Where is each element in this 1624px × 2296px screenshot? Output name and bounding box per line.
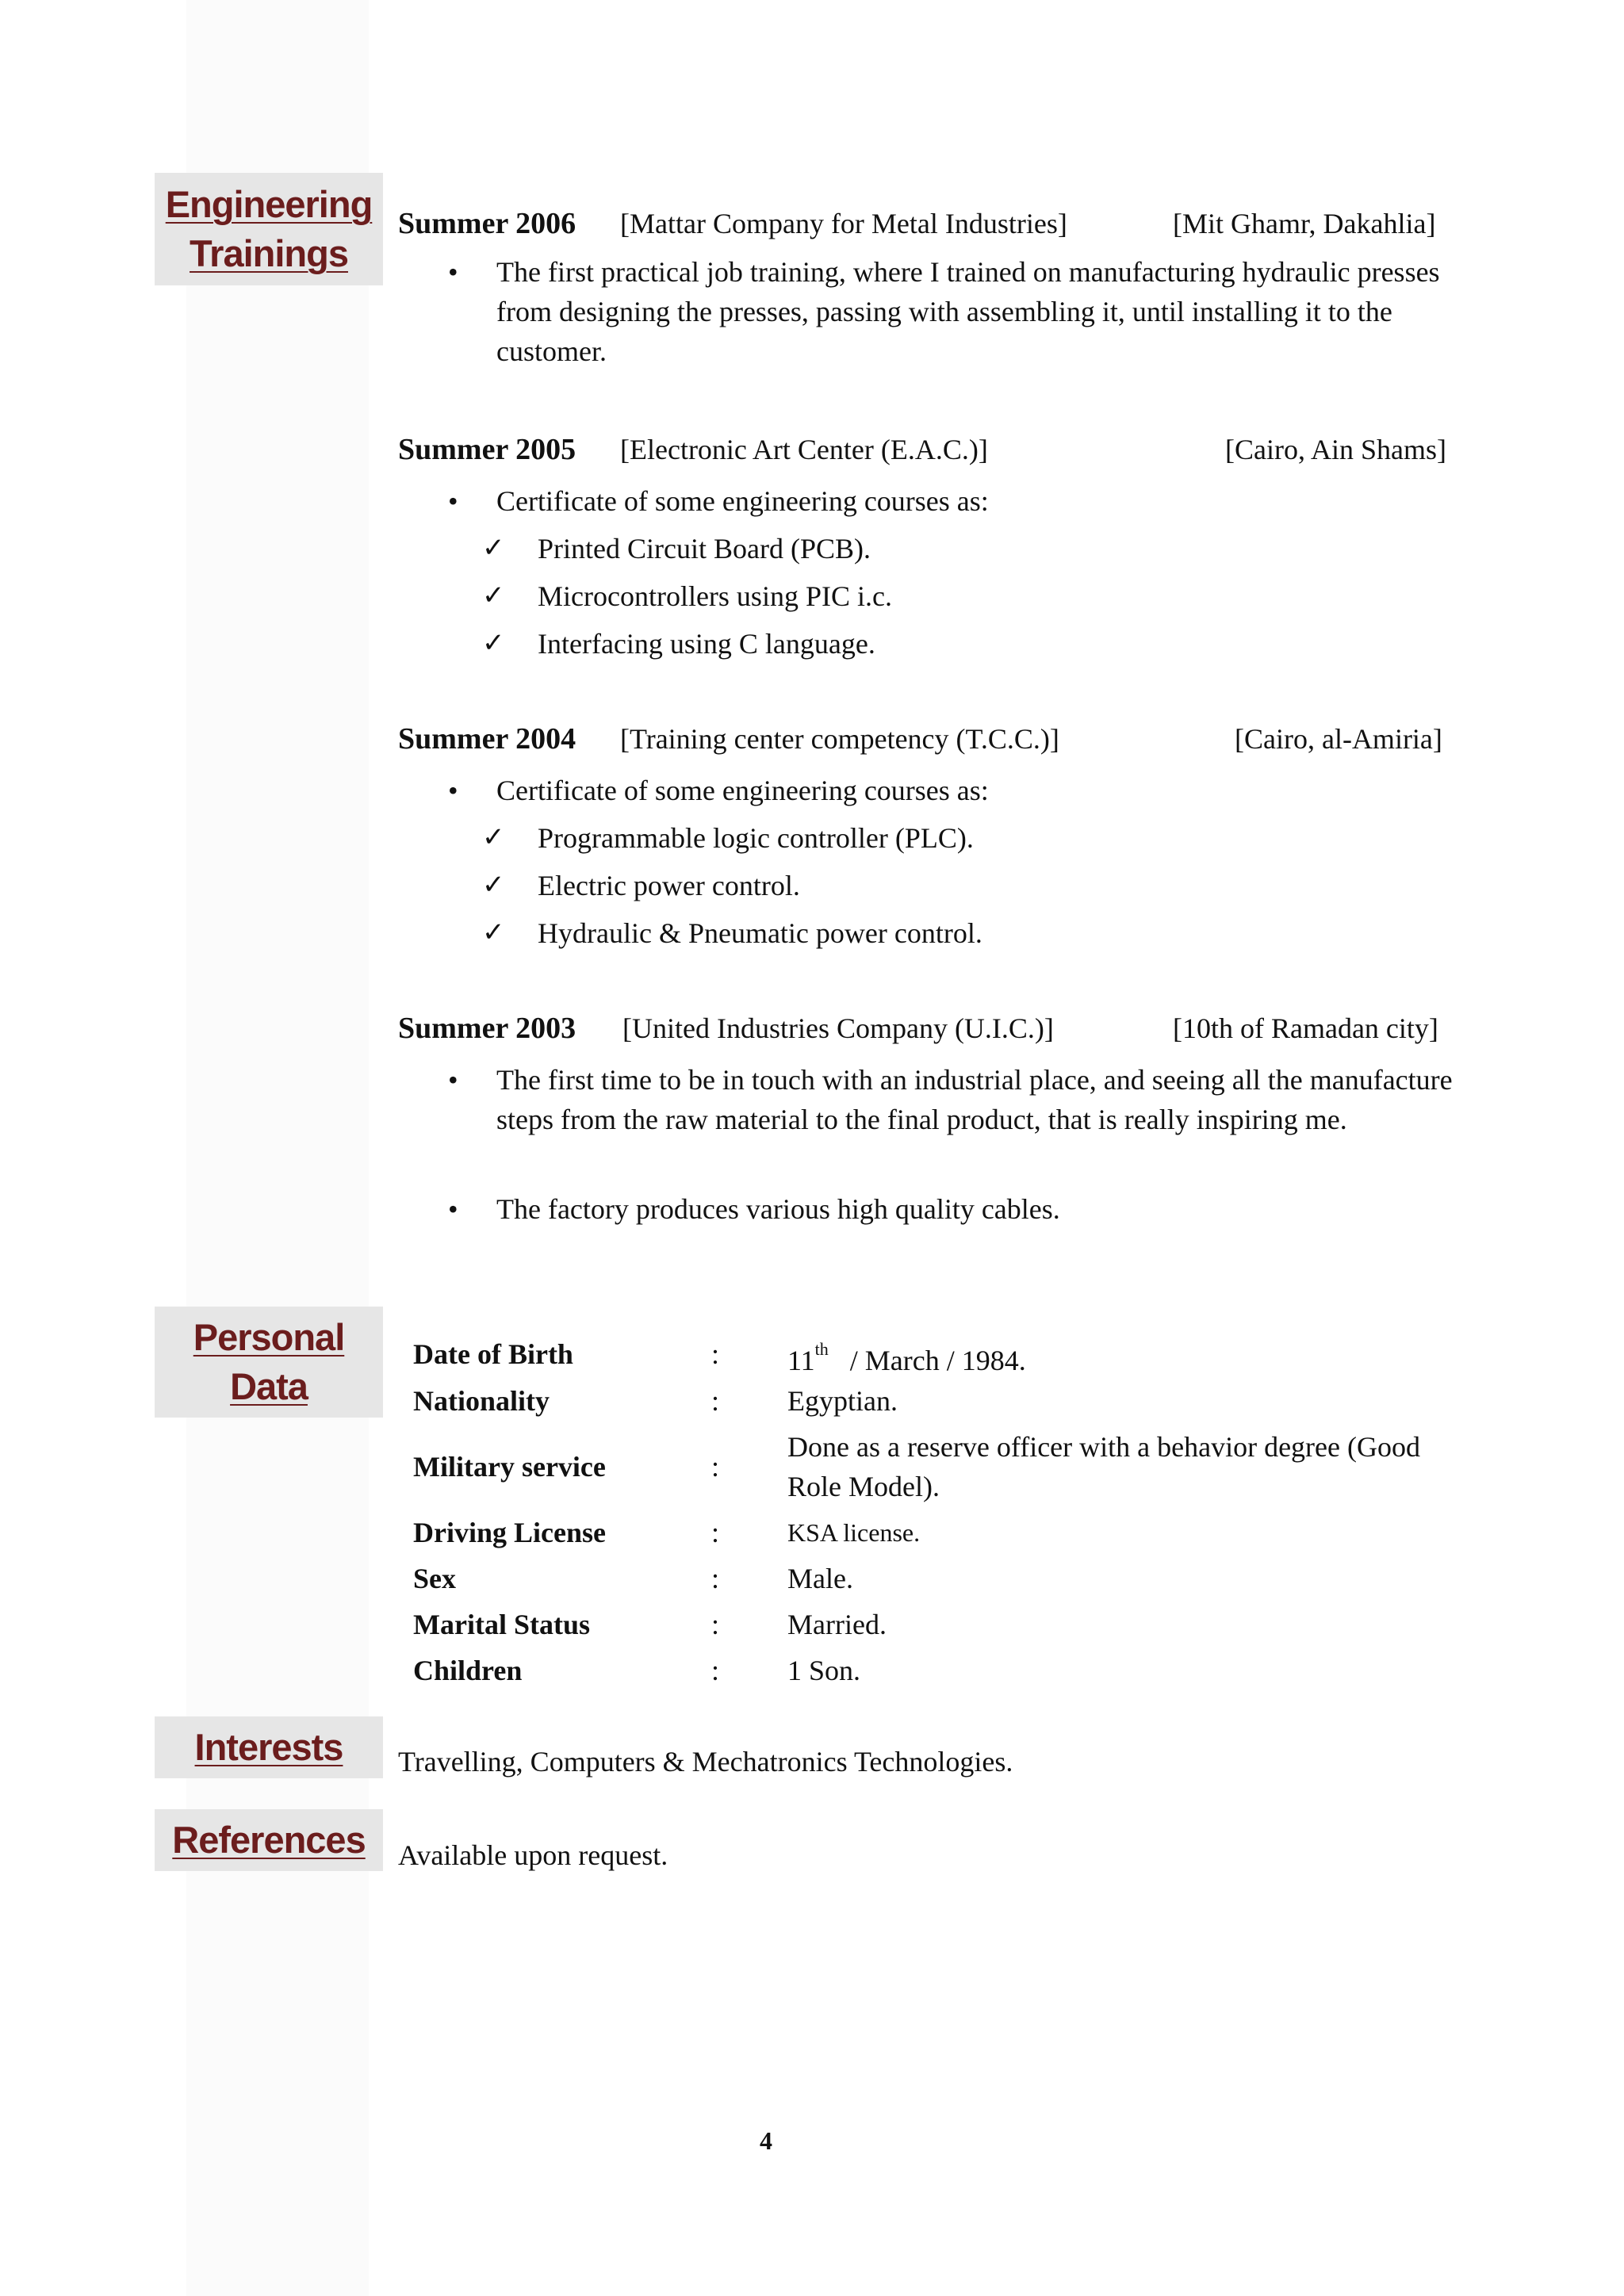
personal-colon: : (711, 1655, 720, 1686)
training-company: [Training center competency (T.C.C.)] (620, 723, 1059, 755)
section-header-trainings (155, 173, 383, 285)
bullet-icon: • (448, 775, 458, 806)
training-course: Microcontrollers using PIC i.c. (538, 580, 892, 612)
personal-label: Nationality (413, 1385, 550, 1417)
training-bullet: The factory produces various high quality cables. (496, 1193, 1060, 1225)
personal-colon: : (711, 1451, 720, 1483)
checkmark-icon: ✓ (482, 918, 505, 947)
training-course: Electric power control. (538, 870, 800, 901)
bullet-icon: • (448, 1193, 458, 1225)
checkmark-icon: ✓ (482, 823, 505, 852)
page-number: 4 (760, 2126, 772, 2155)
training-year: Summer 2005 (398, 433, 576, 466)
training-location: [Mit Ghamr, Dakahlia] (1173, 208, 1436, 239)
interests-text: Travelling, Computers & Mechatronics Technologies. (398, 1746, 1013, 1777)
personal-value-birth: 11th / March / 1984. (787, 1339, 1026, 1376)
personal-colon: : (711, 1609, 720, 1640)
training-company: [Mattar Company for Metal Industries] (620, 208, 1067, 239)
personal-label: Sex (413, 1563, 456, 1594)
section-title: References (172, 1819, 366, 1861)
training-location: [Cairo, Ain Shams] (1225, 434, 1446, 465)
training-entry-header (398, 430, 1461, 469)
training-bullet: The first practical job training, where I trained on manufacturing hydraulic presses from designing the presses, passing with assembling it, until installing it to the customer. (496, 256, 1440, 367)
training-entry-header (398, 720, 1461, 758)
training-course: Hydraulic & Pneumatic power control. (538, 917, 982, 949)
training-year: Summer 2003 (398, 1012, 576, 1045)
personal-label: Date of Birth (413, 1338, 573, 1370)
bullet-icon: • (448, 1064, 458, 1096)
training-course: Printed Circuit Board (PCB). (538, 533, 871, 564)
training-company: [United Industries Company (U.I.C.)] (622, 1012, 1054, 1044)
training-course: Interfacing using C language. (538, 628, 875, 660)
section-title-line1: Engineering (165, 183, 373, 225)
personal-value: Done as a reserve officer with a behavior degree (Good Role Model). (787, 1431, 1420, 1502)
training-entry-header (398, 1009, 1461, 1047)
checkmark-icon: ✓ (482, 871, 505, 900)
personal-label: Driving License (413, 1517, 606, 1548)
section-title-line2: Trainings (190, 232, 348, 274)
section-header-personal (155, 1307, 383, 1418)
training-location: [10th of Ramadan city] (1173, 1012, 1438, 1044)
checkmark-icon: ✓ (482, 629, 505, 658)
training-year: Summer 2004 (398, 722, 576, 756)
checkmark-icon: ✓ (482, 534, 505, 563)
personal-colon: : (711, 1517, 720, 1548)
bullet-icon: • (448, 256, 458, 288)
checkmark-icon: ✓ (482, 581, 505, 610)
personal-value: Married. (787, 1609, 887, 1640)
training-year: Summer 2006 (398, 207, 576, 240)
section-title-line2: Data (230, 1365, 308, 1407)
personal-value: Male. (787, 1563, 853, 1594)
training-bullet: Certificate of some engineering courses as: (496, 485, 989, 517)
personal-label: Children (413, 1655, 523, 1686)
section-header-interests (155, 1716, 383, 1778)
personal-value: KSA license. (787, 1518, 921, 1547)
training-bullet: Certificate of some engineering courses as: (496, 775, 989, 806)
personal-value: 1 Son. (787, 1655, 861, 1686)
training-course: Programmable logic controller (PLC). (538, 822, 974, 854)
section-title: Interests (194, 1726, 343, 1768)
training-location: [Cairo, al-Amiria] (1235, 723, 1442, 755)
personal-label: Military service (413, 1451, 606, 1483)
training-company: [Electronic Art Center (E.A.C.)] (620, 434, 988, 465)
personal-label: Marital Status (413, 1609, 590, 1640)
personal-value: Egyptian. (787, 1385, 898, 1417)
section-title-line1: Personal (193, 1316, 345, 1358)
bullet-icon: • (448, 485, 458, 517)
training-entry-header (398, 205, 1461, 243)
personal-colon: : (711, 1338, 720, 1370)
section-header-references (155, 1809, 383, 1871)
page-shading-column (186, 0, 369, 2296)
references-text: Available upon request. (398, 1839, 668, 1871)
personal-colon: : (711, 1385, 720, 1417)
personal-colon: : (711, 1563, 720, 1594)
training-bullet: The first time to be in touch with an industrial place, and seeing all the manufacture steps from the raw material to the final product, that is really inspiring me. (496, 1064, 1453, 1135)
